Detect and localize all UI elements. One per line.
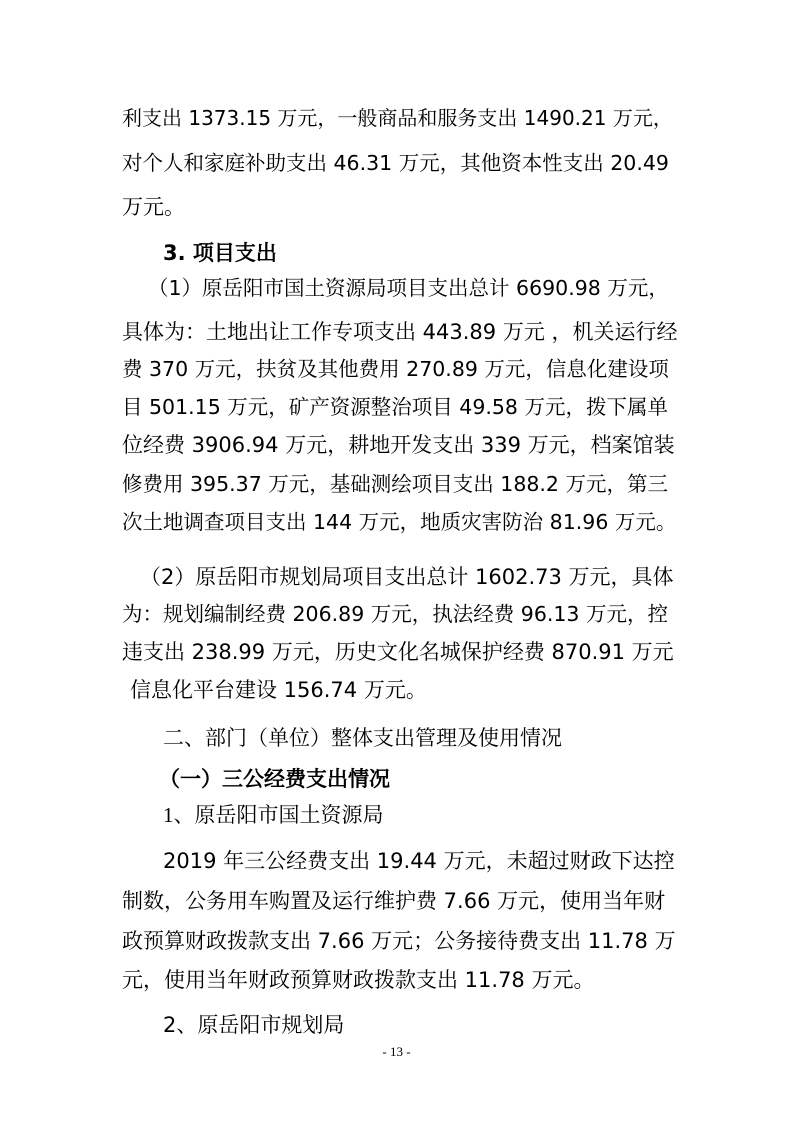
body-text-line: 修费用 395.37 万元，基础测绘项目支出 188.2 万元，第三 xyxy=(122,472,668,496)
body-text-line: 费 370 万元，扶贫及其他费用 270.89 万元，信息化建设项 xyxy=(122,357,669,381)
body-text-line: （1）原岳阳市国土资源局项目支出总计 6690.98 万元， xyxy=(148,276,669,300)
body-text-line: 具体为：土地出让工作专项支出 443.89 万元 ，机关运行经 xyxy=(122,320,678,344)
body-text-line: 为：规划编制经费 206.89 万元，执法经费 96.13 万元，控 xyxy=(122,602,668,626)
sub-item-heading xyxy=(163,802,384,828)
section-heading: 3. 项目支出 xyxy=(163,241,277,265)
body-text-line: 目 501.15 万元，矿产资源整治项目 49.58 万元，拨下属单 xyxy=(122,395,668,419)
body-text-line: 元，使用当年财政预算财政拨款支出 11.78 万元。 xyxy=(122,968,595,992)
body-text-line: 位经费 3906.94 万元，耕地开发支出 339 万元，档案馆装 xyxy=(122,433,675,457)
body-text-line: 对个人和家庭补助支出 46.31 万元，其他资本性支出 20.49 xyxy=(122,151,669,175)
section-heading: 二、部门（单位）整体支出管理及使用情况 xyxy=(163,726,562,750)
body-text-line: 万元。 xyxy=(122,195,185,219)
body-text-line: 信息化平台建设 156.74 万元。 xyxy=(130,678,427,702)
body-text-line: 政预算财政拨款支出 7.66 万元；公务接待费支出 11.78 万 xyxy=(122,929,676,953)
body-text-line: 制数，公务用车购置及运行维护费 7.66 万元，使用当年财 xyxy=(122,889,666,913)
subsection-heading-text: （一）三公经费支出情况 xyxy=(159,767,390,791)
body-text-line: 利支出 1373.15 万元，一般商品和服务支出 1490.21 万元， xyxy=(122,106,673,130)
sub-item-label: 、原岳阳市国土资源局 xyxy=(173,803,384,827)
body-text-line: 2019 年三公经费支出 19.44 万元，未超过财政下达控 xyxy=(163,849,675,873)
body-text-line: 违支出 238.99 万元，历史文化名城保护经费 870.91 万元 xyxy=(122,640,674,664)
sub-item-number: 1 xyxy=(163,803,174,827)
subsection-heading xyxy=(159,766,390,792)
sub-item-heading: 2、原岳阳市规划局 xyxy=(163,1013,345,1037)
body-text-line: 次土地调查项目支出 144 万元，地质灾害防治 81.96 万元。 xyxy=(122,510,677,534)
body-text-line: （2）原岳阳市规划局项目支出总计 1602.73 万元，具体 xyxy=(140,565,674,589)
page-number: - 13 - xyxy=(382,1044,411,1059)
